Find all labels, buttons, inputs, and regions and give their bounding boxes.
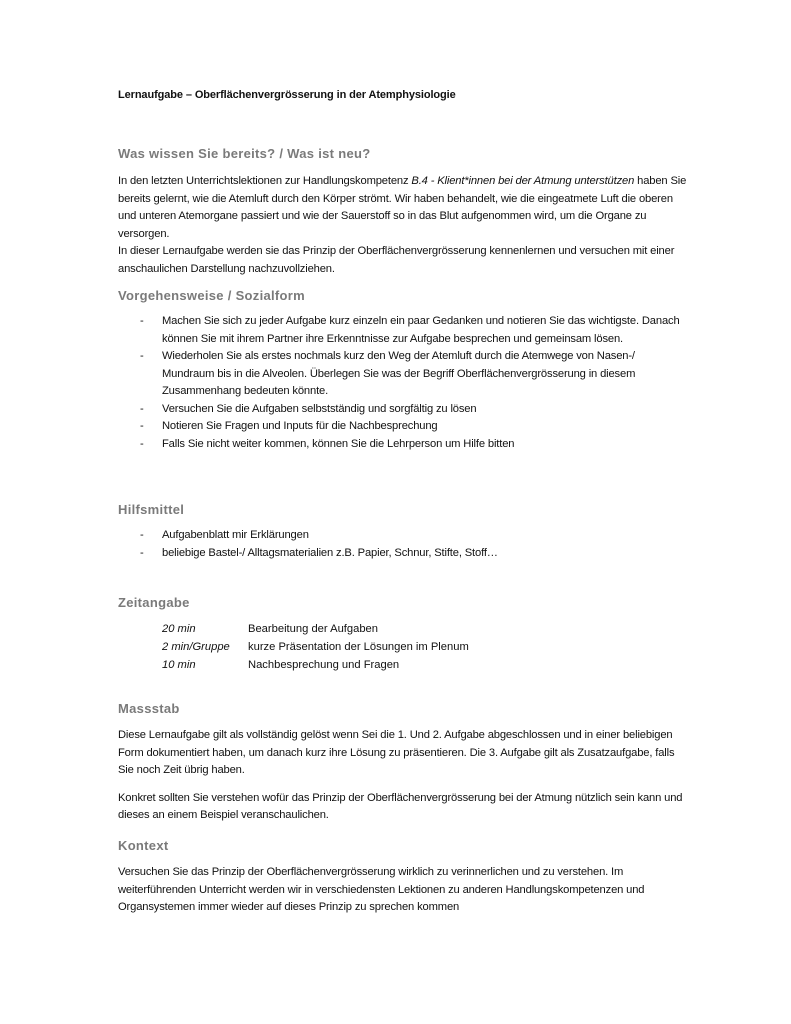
task-intro-paragraph: In dieser Lernaufgabe werden sie das Prinzip der Oberflächenvergrösserung kennenlernen und versuchen mit einer anschaulichen Darstellung nachzuvollziehen.: [118, 245, 675, 275]
time-description: kurze Präsentation der Lösungen im Plenum: [248, 641, 469, 653]
document-title: Lernaufgabe – Oberflächenvergrösserung in der Atemphysiologie: [118, 89, 456, 101]
list-item: - Falls Sie nicht weiter kommen, können Sie die Lehrperson um Hilfe bitten: [128, 436, 688, 454]
section-heading: Kontext: [118, 838, 169, 853]
section-heading: Hilfsmittel: [118, 502, 185, 517]
table-row: [162, 620, 688, 638]
list-item: - Notieren Sie Fragen und Inputs für die Nachbesprechung: [128, 418, 688, 436]
section-heading: Massstab: [118, 701, 180, 716]
list-item: - Versuchen Sie die Aufgaben selbstständig und sorgfältig zu lösen: [128, 401, 688, 419]
table-row: [162, 638, 688, 656]
intro-text-a: In den letzten Unterrichtslektionen zur Handlungskompetenz: [118, 175, 412, 187]
list-item: - Aufgabenblatt mir Erklärungen: [128, 527, 688, 545]
time-description: Bearbeitung der Aufgaben: [248, 623, 379, 635]
context-paragraph: Versuchen Sie das Prinzip der Oberflächenvergrösserung wirklich zu verinnerlichen und zu verstehen. Im weiterführenden Unterricht werden wir in verschiedensten Lektionen zu anderen Handlungskompetenzen und Organsystemen immer wieder auf dieses Prinzip zu sprechen kommen: [118, 866, 645, 913]
section-heading: Was wissen Sie bereits? / Was ist neu?: [118, 146, 371, 161]
list-item: - beliebige Bastel-/ Alltagsmaterialien z.B. Papier, Schnur, Stifte, Stoff…: [128, 545, 688, 563]
intro-text-c: haben Sie bereits gelernt, wie die Atemluft durch den Körper strömt. Wir haben behandelt, wie die eingeatmete Luft die oberen und unteren Atemorgane passiert und wie der Sauerstoff so in das Blut aufgenommen wird, um die Organe zu versorgen.: [118, 175, 687, 240]
section-context: [118, 838, 688, 917]
section-procedure: [118, 288, 688, 453]
section-criteria: [118, 701, 688, 825]
section-heading: Zeitangabe: [118, 595, 190, 610]
resources-list: [118, 527, 688, 562]
section-prior-knowledge: [118, 146, 688, 278]
time-description: Nachbesprechung und Fragen: [248, 659, 400, 671]
criteria-paragraph-2: Konkret sollten Sie verstehen wofür das Prinzip der Oberflächenvergrösserung bei der Atmung nützlich sein kann und dieses an einem Beispiel veranschaulichen.: [118, 791, 683, 821]
list-item: - Machen Sie sich zu jeder Aufgabe kurz einzeln ein paar Gedanken und notieren Sie das wichtigste. Danach können Sie mit ihrem Partner ihre Erkenntnisse zur Aufgabe besprechen und gemeinsam lösen.: [128, 313, 688, 348]
time-table: [118, 620, 688, 674]
section-heading: Vorgehensweise / Sozialform: [118, 288, 306, 303]
intro-paragraph: [118, 173, 688, 243]
time-value: 2 min/Gruppe: [162, 641, 230, 653]
procedure-list: [118, 313, 688, 453]
section-time: [118, 595, 688, 674]
section-resources: [118, 502, 688, 562]
time-value: 20 min: [162, 623, 196, 635]
criteria-paragraph: Diese Lernaufgabe gilt als vollständig gelöst wenn Sei die 1. Und 2. Aufgabe abgeschlossen und in einer beliebigen Form dokumentiert haben, um danach kurz ihre Lösung zu präsentieren. Die 3. Aufgabe gilt als Zusatzaufgabe, falls Sie noch Zeit übrig haben.: [118, 729, 675, 776]
list-item: - Wiederholen Sie als erstes nochmals kurz den Weg der Atemluft durch die Atemwege von Nasen-/ Mundraum bis in die Alveolen. Überlegen Sie was der Begriff Oberflächenvergrösserung in diesem Zusammenhang bedeuten könnte.: [128, 348, 688, 401]
table-row: [162, 656, 688, 674]
competency-reference: B.4 - Klient*innen bei der Atmung unterstützen: [411, 175, 635, 187]
time-value: 10 min: [162, 659, 196, 671]
